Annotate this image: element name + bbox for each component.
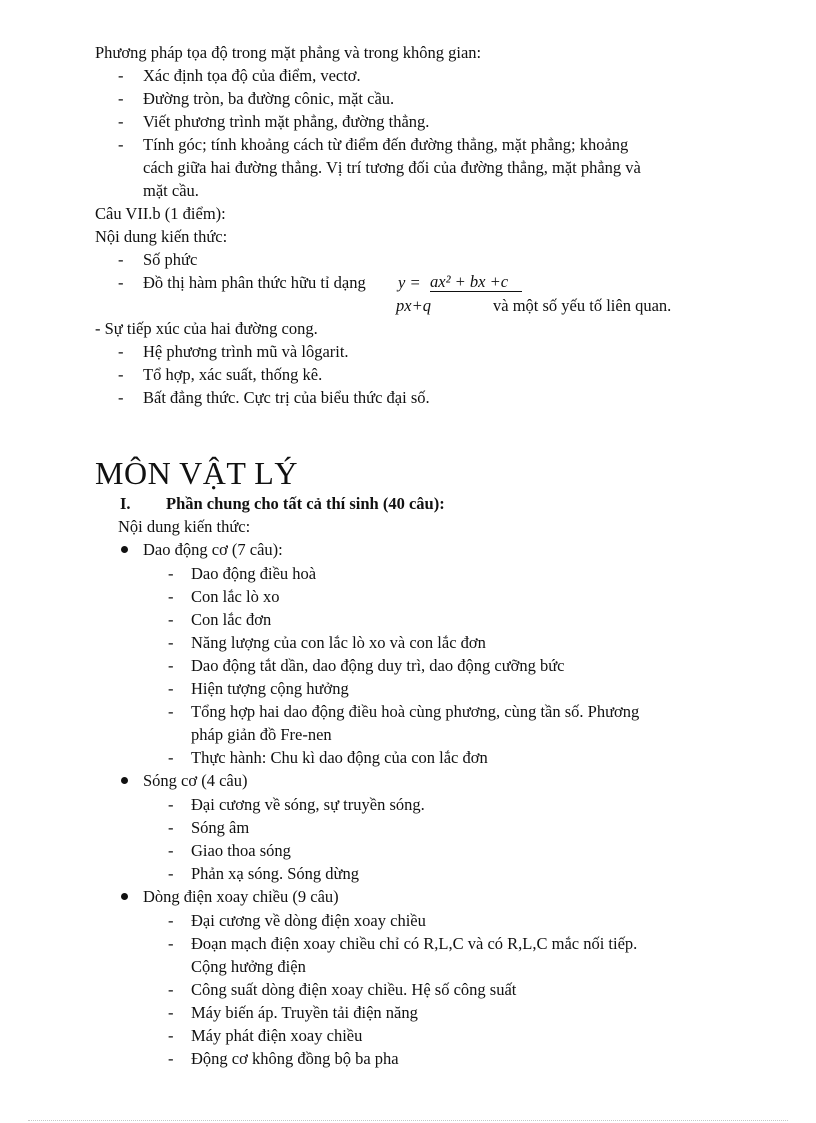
bullet-icon (121, 777, 128, 784)
question-title: Câu VII.b (1 điểm): (95, 204, 226, 223)
dash-marker: - (168, 1049, 174, 1068)
physics-section-title: MÔN VẬT LÝ (95, 455, 298, 491)
dash-marker: - (118, 112, 124, 131)
list-item: Đại cương về sóng, sự truyền sóng. (191, 795, 425, 814)
list-item: Tính góc; tính khoảng cách từ điểm đến đường thẳng, mặt phẳng; khoảng (143, 135, 629, 154)
list-item: Bất đẳng thức. Cực trị của biểu thức đại số. (143, 388, 430, 407)
part-title: Phần chung cho tất cả thí sinh (40 câu): (166, 494, 445, 513)
formula-lhs: y = (398, 273, 421, 292)
list-item: Phản xạ sóng. Sóng dừng (191, 864, 359, 883)
list-item-continuation: cách giữa hai đường thẳng. Vị trí tương đối của đường thẳng, mặt phẳng và (143, 158, 641, 177)
dash-marker: - (168, 564, 174, 583)
dash-marker: - (168, 702, 174, 721)
dash-marker: - (118, 250, 124, 269)
dash-marker: - (168, 795, 174, 814)
dash-marker: - (168, 841, 174, 860)
list-item: Sóng âm (191, 818, 250, 837)
list-item-graph-suffix: và một số yếu tố liên quan. (493, 296, 672, 315)
dash-marker: - (168, 1003, 174, 1022)
list-item: Tổ hợp, xác suất, thống kê. (143, 365, 323, 384)
formula-numerator: ax² + bx +c (430, 272, 509, 291)
dash-marker: - (118, 135, 124, 154)
topic-title: Dòng điện xoay chiều (9 câu) (143, 887, 339, 906)
bullet-icon (121, 546, 128, 553)
list-item: Tổng hợp hai dao động điều hoà cùng phương, cùng tần số. Phương (191, 702, 640, 721)
dash-marker: - (168, 748, 174, 767)
list-item: Thực hành: Chu kì dao động của con lắc đơn (191, 748, 488, 767)
list-item: Hiện tượng cộng hưởng (191, 679, 349, 698)
list-item-continuation: Cộng hưởng điện (191, 957, 306, 976)
list-item: Động cơ không đồng bộ ba pha (191, 1049, 399, 1068)
coordinate-methods-intro: Phương pháp tọa độ trong mặt phẳng và trong không gian: (95, 43, 482, 62)
list-item-graph-prefix: Đồ thị hàm phân thức hữu tỉ dạng (143, 273, 366, 292)
list-item: Đại cương về dòng điện xoay chiều (191, 911, 426, 930)
dash-marker: - (118, 66, 124, 85)
content-label: Nội dung kiến thức: (95, 227, 228, 246)
content-label: Nội dung kiến thức: (118, 517, 251, 536)
dash-marker: - (168, 633, 174, 652)
list-item: Viết phương trình mặt phẳng, đường thẳng. (143, 112, 430, 131)
list-item: Dao động điều hoà (191, 564, 317, 583)
formula-denominator: px+q (396, 296, 431, 315)
dash-marker: - (118, 342, 124, 361)
dash-marker: - (168, 980, 174, 999)
list-item: Đoạn mạch điện xoay chiều chỉ có R,L,C và có R,L,C mắc nối tiếp. (191, 934, 638, 953)
list-item: Xác định tọa độ của điểm, vectơ. (143, 66, 361, 85)
list-item: Đường tròn, ba đường cônic, mặt cầu. (143, 89, 395, 108)
fraction-bar (430, 291, 522, 292)
list-item: Máy biến áp. Truyền tải điện năng (191, 1003, 418, 1022)
dash-marker: - (168, 934, 174, 953)
dash-marker: - (118, 273, 124, 292)
page-bottom-rule (28, 1120, 788, 1121)
topic-title: Dao động cơ (7 câu): (143, 540, 283, 559)
dash-marker: - (168, 1026, 174, 1045)
dash-marker: - (168, 587, 174, 606)
dash-marker: - (118, 388, 124, 407)
dash-marker: - (118, 89, 124, 108)
bullet-icon (121, 893, 128, 900)
dash-marker: - (168, 610, 174, 629)
list-item-continuation: mặt cầu. (143, 181, 199, 200)
list-item: Giao thoa sóng (191, 841, 291, 860)
dash-marker: - (168, 679, 174, 698)
list-item-continuation: pháp giản đồ Fre-nen (191, 725, 332, 744)
list-item: Hệ phương trình mũ và lôgarit. (143, 342, 349, 361)
dash-marker: - (168, 656, 174, 675)
part-number: I. (120, 494, 131, 513)
list-item: Năng lượng của con lắc lò xo và con lắc đơn (191, 633, 486, 652)
topic-title: Sóng cơ (4 câu) (143, 771, 248, 790)
list-item: Số phức (143, 250, 198, 269)
tangency-line: - Sự tiếp xúc của hai đường cong. (95, 319, 318, 338)
dash-marker: - (168, 818, 174, 837)
list-item: Máy phát điện xoay chiều (191, 1026, 363, 1045)
list-item: Con lắc lò xo (191, 587, 280, 606)
dash-marker: - (168, 911, 174, 930)
dash-marker: - (168, 864, 174, 883)
list-item: Dao động tắt dần, dao động duy trì, dao động cưỡng bức (191, 656, 565, 675)
list-item: Con lắc đơn (191, 610, 272, 629)
dash-marker: - (118, 365, 124, 384)
list-item: Công suất dòng điện xoay chiều. Hệ số công suất (191, 980, 517, 999)
